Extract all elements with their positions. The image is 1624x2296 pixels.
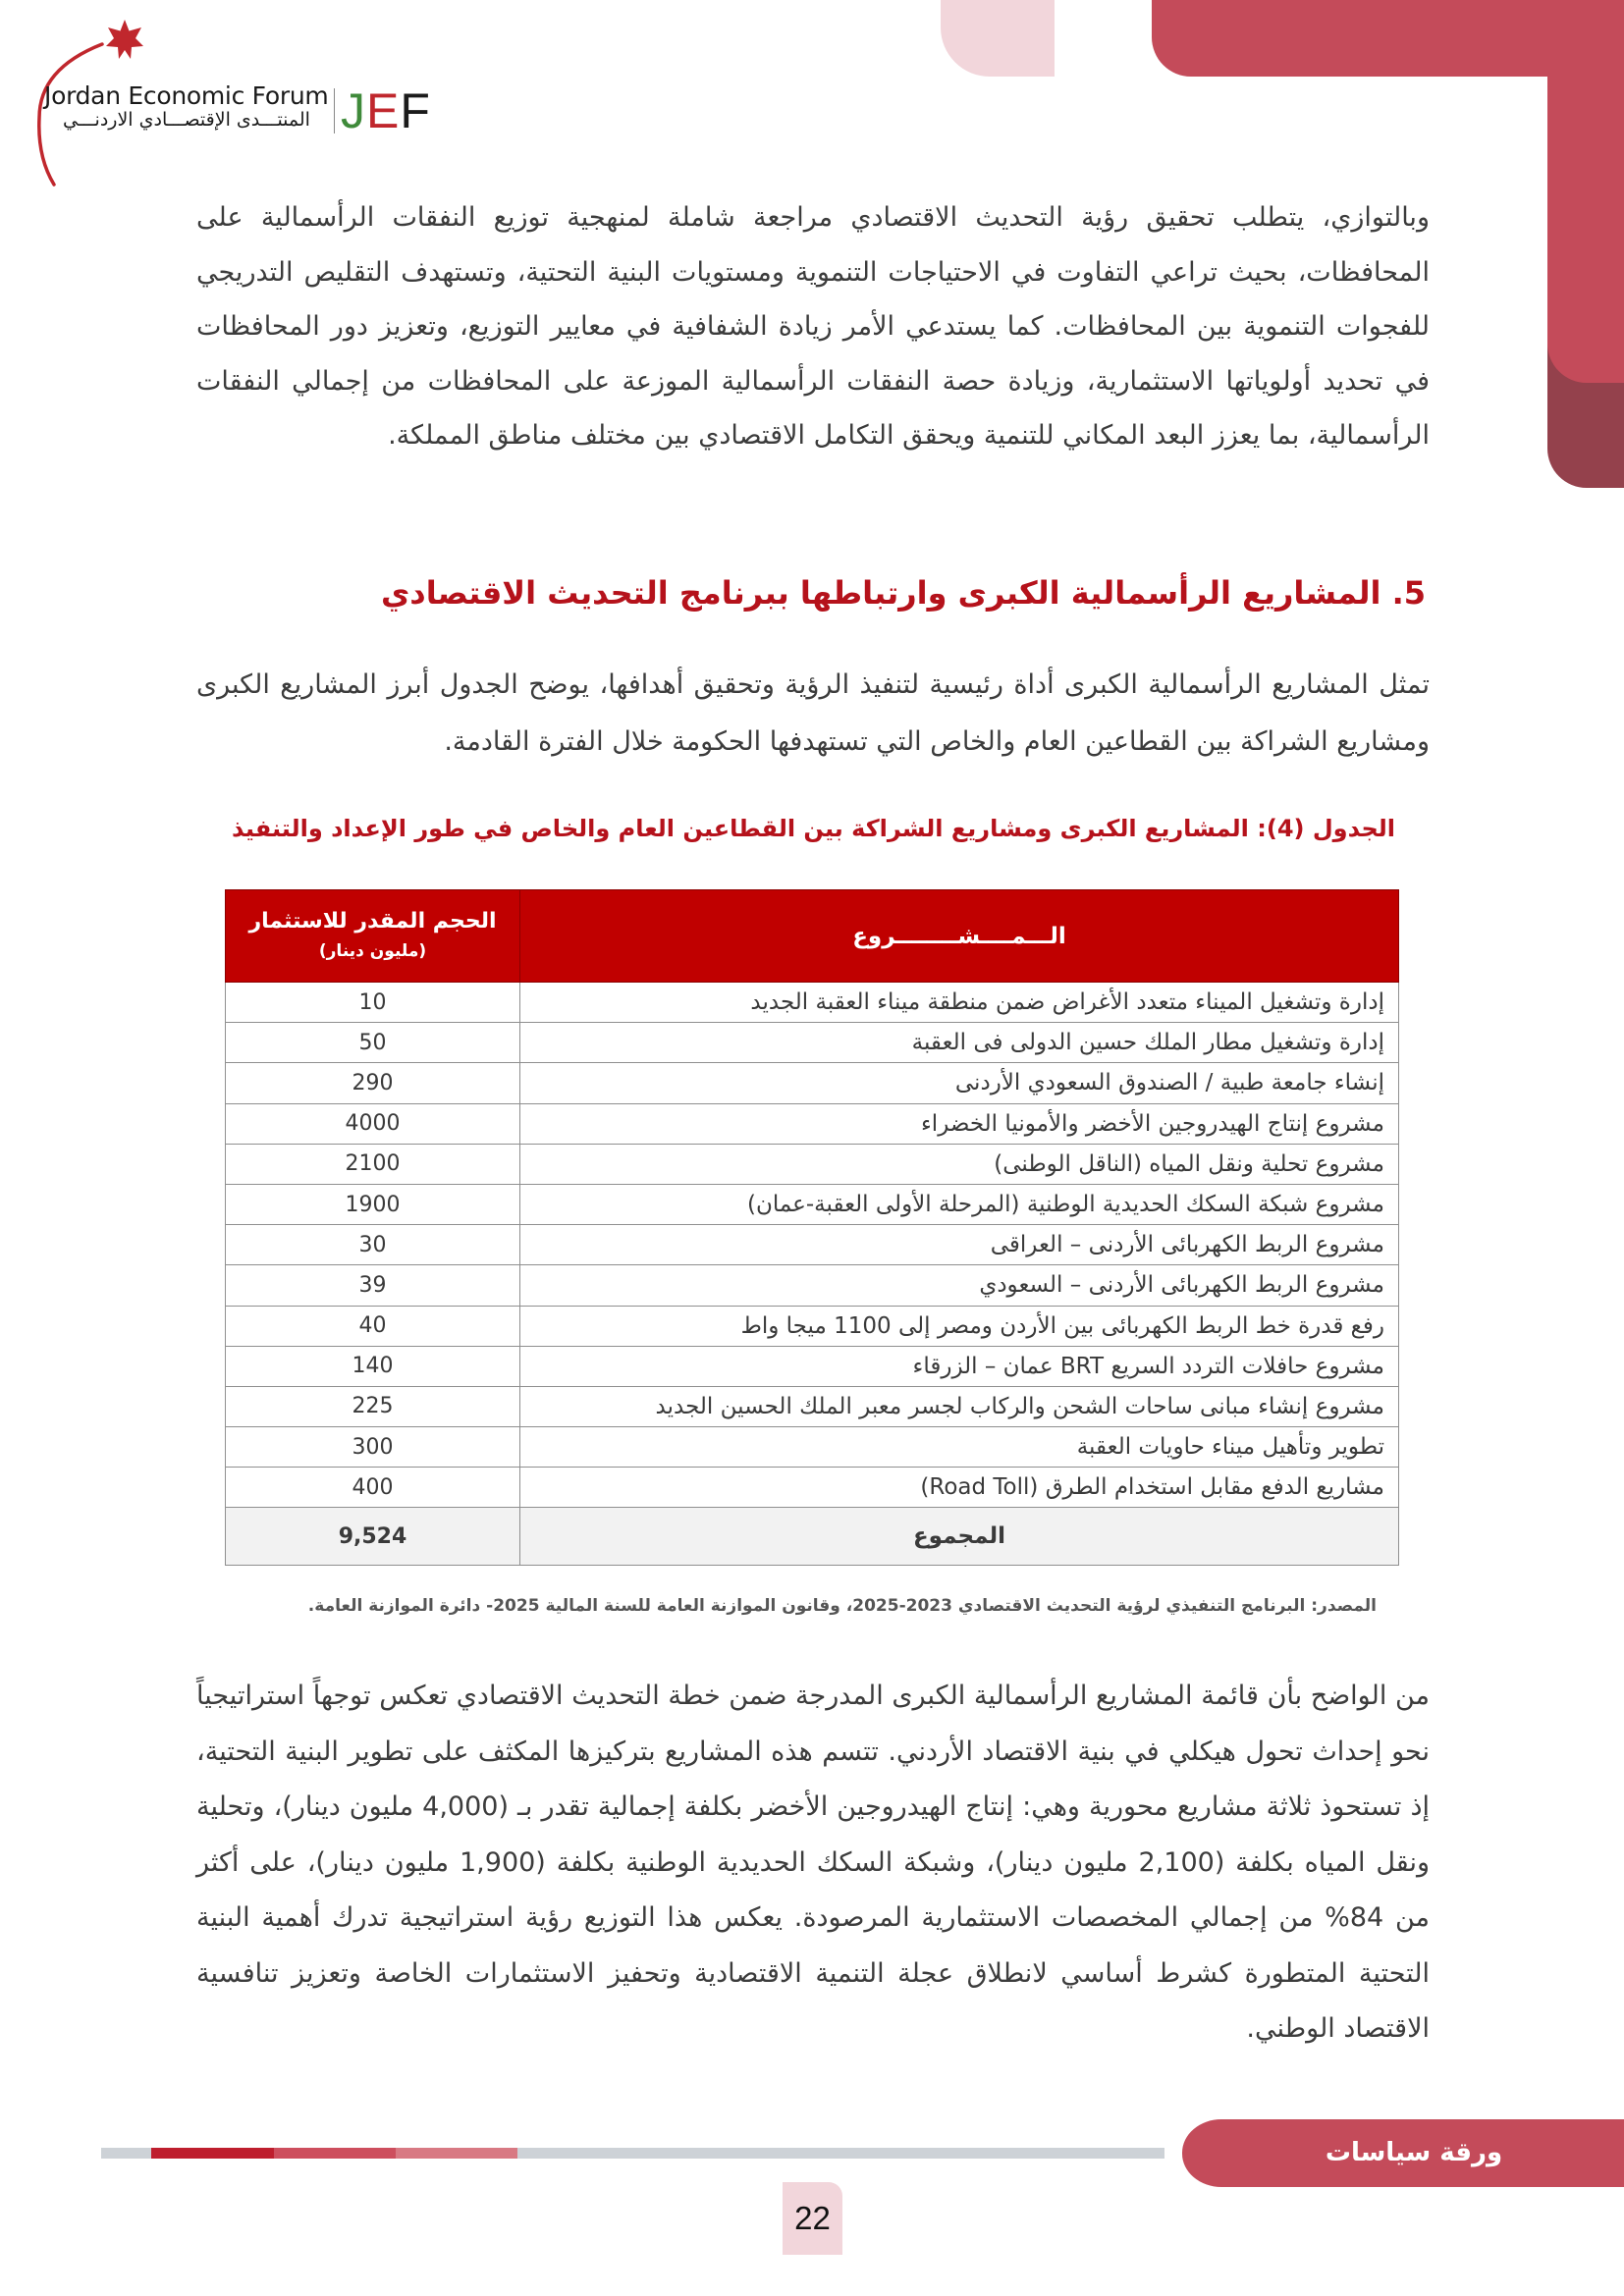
investment-value-cell: 400 [226,1468,520,1508]
table-row [226,1427,1399,1468]
page-number: 22 [783,2182,842,2255]
table-row [226,1265,1399,1306]
investment-value-cell: 225 [226,1386,520,1426]
table-row [226,1346,1399,1386]
project-name-cell: مشروع إنشاء مبانى ساحات الشحن والركاب لجسر معبر الملك الحسين الجديد [520,1386,1399,1426]
investment-value-cell: 50 [226,1023,520,1063]
investment-value-cell: 290 [226,1063,520,1103]
footer-bar-segment [274,2148,396,2159]
footer-bar-segment [151,2148,274,2159]
table-row [226,1144,1399,1184]
logo-letter-j: J [341,83,366,138]
table-row [226,1306,1399,1346]
project-name-cell: إدارة وتشغيل مطار الملك حسين الدولى فى العقبة [520,1023,1399,1063]
decor-side-bar [1547,59,1624,383]
paragraph-capital-distribution: وبالتوازي، يتطلب تحقيق رؤية التحديث الاقتصادي مراجعة شاملة لمنهجية توزيع النفقات الرأسمالية على المحافظات، بحيث تراعي التفاوت في الاحتياجات التنموية ومستويات البنية التحتية، وتستهدف التقليص التدريجي للفجوات التنموية بين المحافظات. كما يستدعي الأمر زيادة الشفافية في معايير التوزيع، وتعزيز دور المحافظات في تحديد أولوياتها الاستثمارية، وزيادة حصة النفقات الرأسمالية الموزعة على المحافظات من إجمالي النفقات الرأسمالية، بما يعزز البعد المكاني للتنمية ويحقق التكامل الاقتصادي بين مختلف مناطق المملكة. [196,202,1430,451]
logo-abbr [341,83,431,138]
section-heading: 5. المشاريع الرأسمالية الكبرى وارتباطها ببرنامج التحديث الاقتصادي [380,574,1426,612]
footer-label: ورقة سياسات [1325,2138,1503,2167]
project-name-cell: رفع قدرة خط الربط الكهربائى بين الأردن ومصر إلى 1100 ميجا واط [520,1306,1399,1346]
table-row [226,1225,1399,1265]
table-row [226,1184,1399,1224]
decor-pink-tab [941,0,1055,77]
investment-value-cell: 1900 [226,1184,520,1224]
table-total-row [226,1508,1399,1566]
table-row [226,1386,1399,1426]
projects-table [225,889,1399,1566]
table-row [226,1063,1399,1103]
paragraph-major-projects-intro: تمثل المشاريع الرأسمالية الكبرى أداة رئيسية لتنفيذ الرؤية وتحقيق أهدافها، يوضح الجدول أبرز المشاريع الكبرى ومشاريع الشراكة بين القطاعين العام والخاص التي تستهدفها الحكومة خلال الفترة القادمة. [196,669,1430,757]
paragraph-analysis: من الواضح بأن قائمة المشاريع الرأسمالية الكبرى المدرجة ضمن خطة التحديث الاقتصادي تعكس توجهاً استراتيجياً نحو إحداث تحول هيكلي في بنية الاقتصاد الأردني. تتسم هذه المشاريع بتركيزها المكثف على تطوير البنية التحتية، إذ تستحوذ ثلاثة مشاريع محورية وهي: إنتاج الهيدروجين الأخضر بكلفة إجمالية تقدر بـ (4,000 مليون دينار)، وتحلية ونقل المياه بكلفة (2,100 مليون دينار)، وشبكة السكك الحديدية الوطنية بكلفة (1,900 مليون دينار)، على أكثر من 84% من إجمالي المخصصات الاستثمارية المرصودة. يعكس هذا التوزيع رؤية استراتيجية تدرك أهمية البنية التحتية المتطورة كشرط أساسي لانطلاق عجلة التنمية الاقتصادية وتحفيز الاستثمارات الخاصة وتعزيز تنافسية الاقتصاد الوطني. [196,1681,1430,2044]
investment-value-cell: 140 [226,1346,520,1386]
table-caption: الجدول (4): المشاريع الكبرى ومشاريع الشراكة بين القطاعين العام والخاص في طور الإعداد والتنفيذ [232,815,1395,842]
header-investment [226,890,520,983]
table-source-note: المصدر: البرنامج التنفيذي لرؤية التحديث الاقتصادي 2023-2025، وقانون الموازنة العامة للسنة المالية 2025- دائرة الموازنة العامة. [307,1596,1377,1616]
investment-value-cell: 2100 [226,1144,520,1184]
table-row [226,1023,1399,1063]
logo-name-en: Jordan Economic Forum [44,81,329,110]
project-name-cell: إدارة وتشغيل الميناء متعدد الأغراض ضمن منطقة ميناء العقبة الجديد [520,983,1399,1023]
project-name-cell: إنشاء جامعة طبية / الصندوق السعودي الأردنى [520,1063,1399,1103]
total-label-cell: المجموع [520,1508,1399,1566]
logo-letter-f: F [400,83,431,138]
header-investment-label: الحجم المقدر للاستثمار [248,908,497,934]
investment-value-cell: 30 [226,1225,520,1265]
table-header-row [226,890,1399,983]
table-row [226,1103,1399,1144]
investment-value-cell: 10 [226,983,520,1023]
total-value-cell: 9,524 [226,1508,520,1566]
project-name-cell: مشاريع الدفع مقابل استخدام الطرق (Road Toll) [520,1468,1399,1508]
header-investment-unit: (مليون دينار) [318,940,427,961]
header-project: الـــمــــشــــــــروع [520,890,1399,983]
project-name-cell: تطوير وتأهيل ميناء حاويات العقبة [520,1427,1399,1468]
investment-value-cell: 4000 [226,1103,520,1144]
footer-bar-segment [396,2148,517,2159]
table-row [226,1468,1399,1508]
project-name-cell: مشروع الربط الكهربائى الأردنى – السعودي [520,1265,1399,1306]
investment-value-cell: 300 [226,1427,520,1468]
project-name-cell: مشروع شبكة السكك الحديدية الوطنية (المرحلة الأولى العقبة-عمان) [520,1184,1399,1224]
logo-name-ar: المنتـــدى الإقتصـــادي الاردنـــي [63,109,310,131]
table-row [226,983,1399,1023]
logo-separator [334,88,335,133]
project-name-cell: مشروع حافلات التردد السريع BRT عمان – الزرقاء [520,1346,1399,1386]
project-name-cell: مشروع تحلية ونقل المياه (الناقل الوطنى) [520,1144,1399,1184]
project-name-cell: مشروع إنتاج الهيدروجين الأخضر والأمونيا الخضراء [520,1103,1399,1144]
project-name-cell: مشروع الربط الكهربائى الأردنى – العراقى [520,1225,1399,1265]
logo-letter-e: E [366,83,401,138]
investment-value-cell: 40 [226,1306,520,1346]
investment-value-cell: 39 [226,1265,520,1306]
